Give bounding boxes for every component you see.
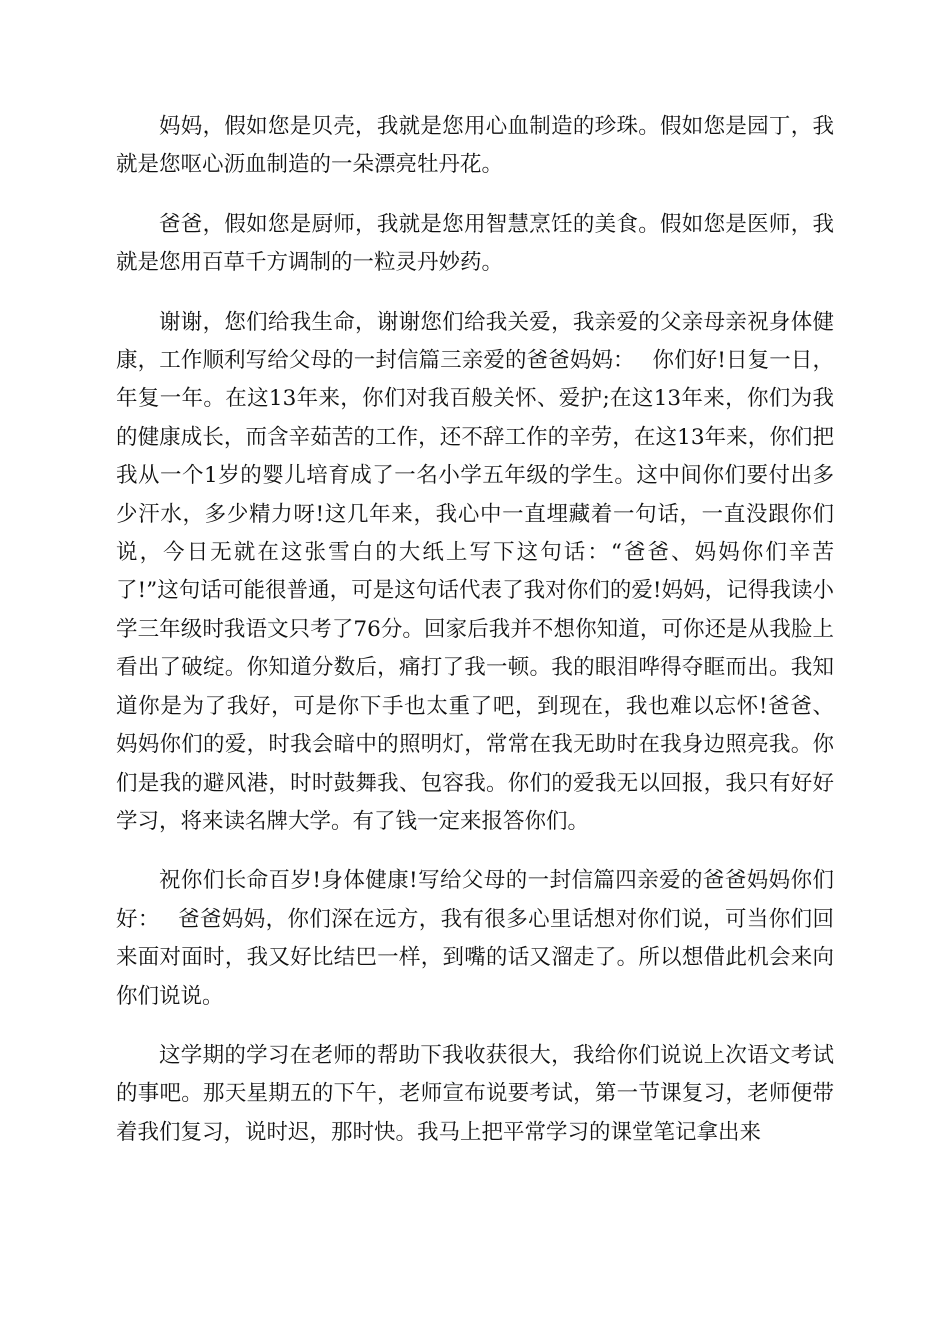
paragraph-5: 这学期的学习在老师的帮助下我收获很大，我给你们说说上次语文考试的事吧。那天星期五的下午，老师宣布说要考试，第一节课复习，老师便带着我们复习，说时迟，那时快。我马上把平常学习的课堂笔记拿出来: [116, 1042, 834, 1145]
paragraph-3: 谢谢，您们给我生命，谢谢您们给我关爱，我亲爱的父亲母亲祝身体健康，工作顺利写给父母的一封信篇三亲爱的爸爸妈妈： 你们好!日复一日，年复一年。在这13年来，你们对我百般关怀、爱护;在这13年来，你们为我的健康成长，而含辛茹苦的工作，还不辞工作的辛劳，在这13年来，你们把我从一个1岁的婴儿培育成了一名小学五年级的学生。这中间你们要付出多少汗水，多少精力呀!这几年来，我心中一直埋藏着一句话，一直没跟你们说，今日无就在这张雪白的大纸上写下这句话：“爸爸、妈妈你们辛苦了!”这句话可能很普通，可是这句话代表了我对你们的爱!妈妈，记得我读小学三年级时我语文只考了76分。回家后我并不想你知道，可你还是从我脸上看出了破绽。你知道分数后，痛打了我一顿。我的眼泪哗得夺眶而出。我知道你是为了我好，可是你下手也太重了吧，到现在，我也难以忘怀!爸爸、妈妈你们的爱，时我会暗中的照明灯，常常在我无助时在我身边照亮我。你们是我的避风港，时时鼓舞我、包容我。你们的爱我无以回报，我只有好好学习，将来读名牌大学。有了钱一定来报答你们。: [116, 309, 834, 834]
paragraph-4: 祝你们长命百岁!身体健康!写给父母的一封信篇四亲爱的爸爸妈妈你们好： 爸爸妈妈，你们深在远方，我有很多心里话想对你们说，可当你们回来面对面时，我又好比结巴一样，到嘴的话又溜走了。所以想借此机会来向你们说说。: [116, 868, 834, 1009]
document-body: [116, 108, 834, 1173]
paragraph-1: 妈妈，假如您是贝壳，我就是您用心血制造的珍珠。假如您是园丁，我就是您呕心沥血制造的一朵漂亮牡丹花。: [116, 114, 834, 178]
paragraph-2: 爸爸，假如您是厨师，我就是您用智慧烹饪的美食。假如您是医师，我就是您用百草千方调制的一粒灵丹妙药。: [116, 211, 834, 276]
